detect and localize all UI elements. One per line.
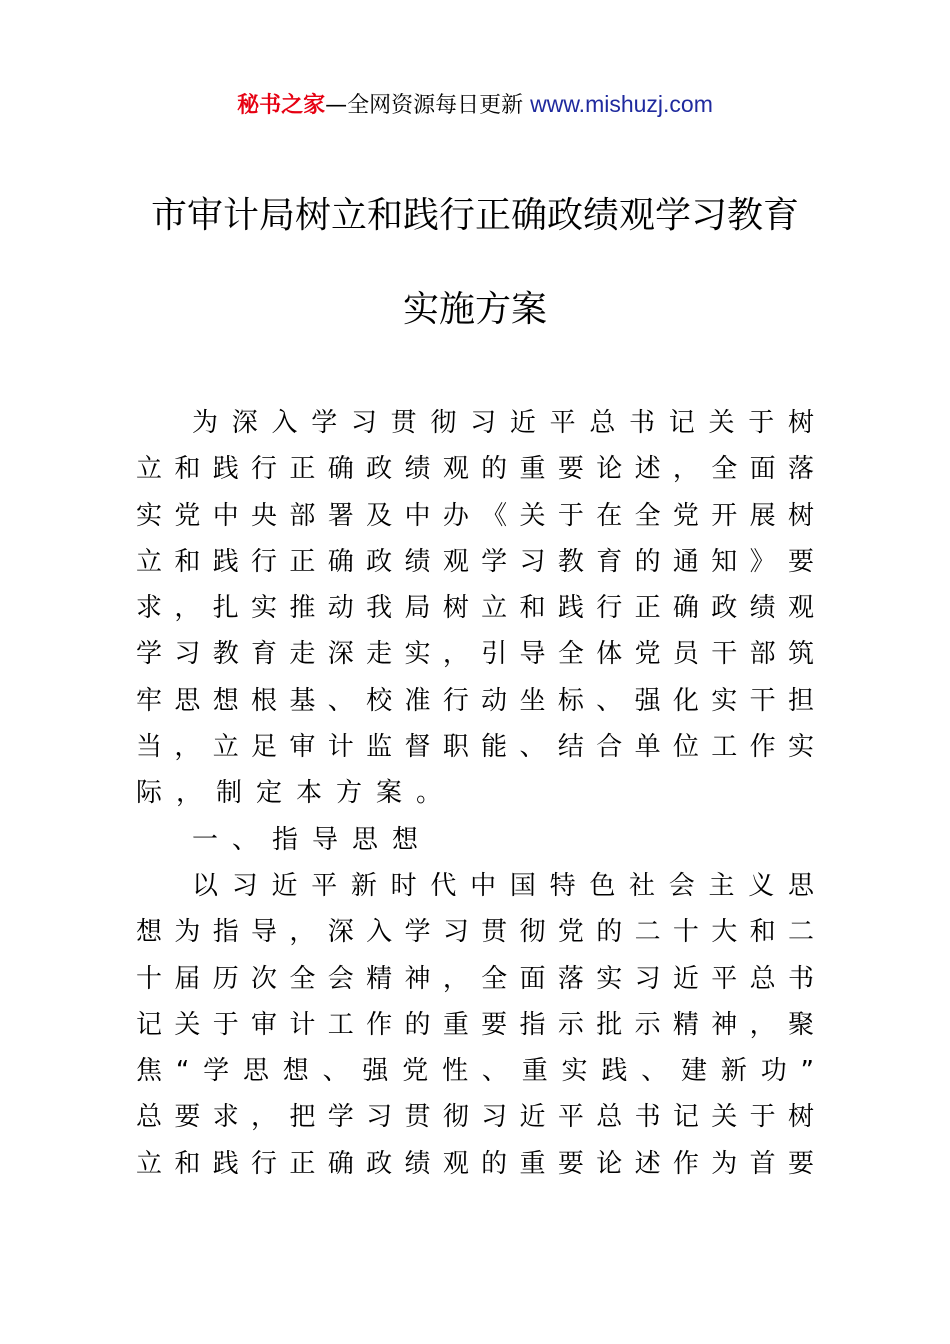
site-url-link[interactable]: www.mishuzj.com bbox=[530, 91, 713, 117]
header-tagline: —全网资源每日更新 bbox=[325, 93, 524, 118]
paragraph-line: 焦“学思想、强党性、重实践、建新功” bbox=[136, 1056, 814, 1087]
paragraph-line: 想为指导，深入学习贯彻党的二十大和二 bbox=[136, 917, 814, 948]
paragraph-line: 求，扎实推动我局树立和践行正确政绩观 bbox=[136, 593, 814, 624]
paragraph-line: 为深入学习贯彻习近平总书记关于树 bbox=[192, 408, 814, 438]
paragraph-line: 以习近平新时代中国特色社会主义思 bbox=[192, 870, 814, 901]
paragraph-line: 总要求，把学习贯彻习近平总书记关于树 bbox=[136, 1102, 814, 1133]
paragraph-line: 当，立足审计监督职能、结合单位工作实 bbox=[136, 732, 814, 763]
document-title-line-2: 实施方案 bbox=[402, 289, 547, 330]
paragraph-line: 际，制定本方案。 bbox=[136, 778, 457, 809]
paragraph-line: 记关于审计工作的重要指示批示精神，聚 bbox=[136, 1009, 814, 1040]
section-heading: 一、指导思想 bbox=[192, 824, 433, 855]
brand-name: 秘书之家 bbox=[237, 93, 326, 118]
site-header bbox=[0, 86, 950, 124]
document-body bbox=[136, 400, 814, 1187]
paragraph-line: 实党中央部署及中办《关于在全党开展树 bbox=[136, 500, 814, 531]
paragraph-line: 学习教育走深走实，引导全体党员干部筑 bbox=[136, 639, 814, 670]
paragraph-line: 牢思想根基、校准行动坐标、强化实干担 bbox=[136, 685, 814, 716]
paragraph-line: 立和践行正确政绩观学习教育的通知》要 bbox=[136, 546, 814, 577]
paragraph-line: 十届历次全会精神，全面落实习近平总书 bbox=[136, 963, 814, 994]
document-title-line-1: 市审计局树立和践行正确政绩观学习教育 bbox=[150, 195, 799, 236]
paragraph-line: 立和践行正确政绩观的重要论述，全面落 bbox=[136, 454, 814, 485]
paragraph-line: 立和践行正确政绩观的重要论述作为首要 bbox=[136, 1148, 814, 1179]
